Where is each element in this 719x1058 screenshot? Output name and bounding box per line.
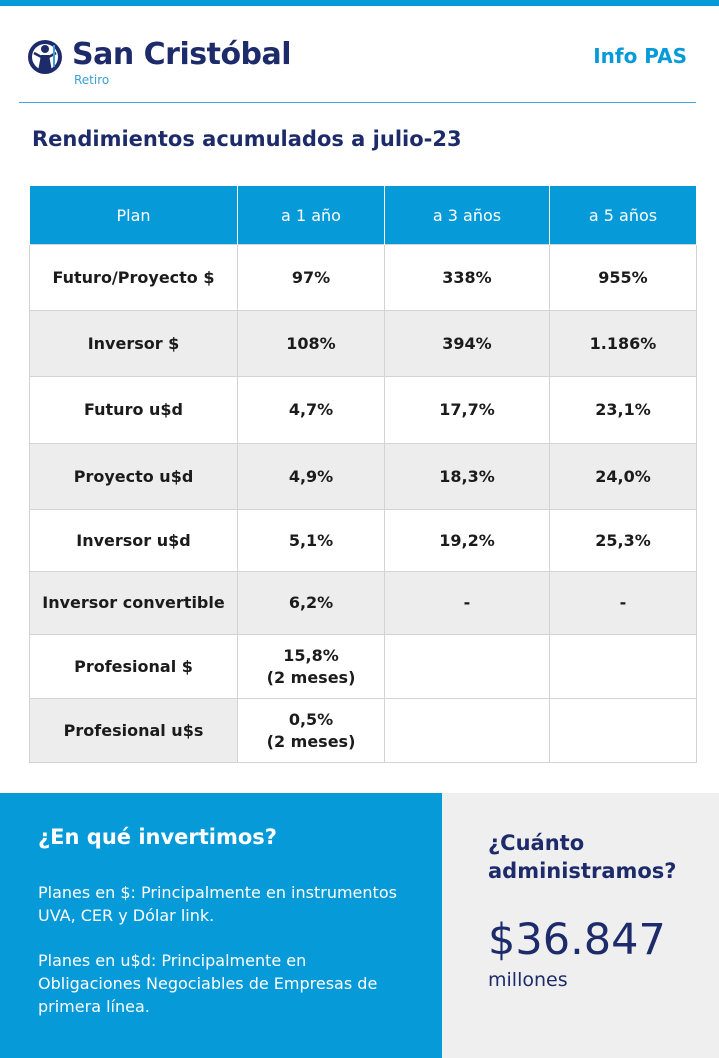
return-1y-cell: 4,7% (238, 377, 385, 444)
return-5y-cell (550, 699, 697, 763)
table-row (30, 510, 697, 572)
return-1y-note: (2 meses) (266, 731, 356, 751)
return-1y-note: (2 meses) (266, 667, 356, 687)
return-3y-cell: 17,7% (385, 377, 550, 444)
column-header-1-year: a 1 año (238, 186, 385, 245)
table-row (30, 245, 697, 311)
column-header-3-years: a 3 años (385, 186, 550, 245)
return-5y-cell: - (550, 572, 697, 635)
assets-managed-amount: $36.847 (488, 915, 666, 965)
return-3y-cell: 394% (385, 311, 550, 377)
brand-subtitle: Retiro (74, 73, 110, 87)
plan-cell: Inversor convertible (30, 572, 238, 635)
info-pas-label: Info PAS (593, 44, 687, 68)
brand-logo[interactable] (26, 37, 292, 89)
assets-managed-title: ¿Cuánto administramos? (488, 831, 677, 883)
return-1y-cell (238, 635, 385, 699)
investment-usd-plans-text: Planes en u$d: Principalmente en Obligaciones Negociables de Empresas de primera línea. (38, 951, 378, 1016)
return-1y-value: 0,5% (288, 709, 334, 729)
plan-cell: Futuro/Proyecto $ (30, 245, 238, 311)
plan-cell: Inversor $ (30, 311, 238, 377)
return-5y-cell (550, 635, 697, 699)
return-1y-cell: 5,1% (238, 510, 385, 572)
saint-figure-logo-icon (26, 37, 64, 77)
page-title: Rendimientos acumulados a julio-23 (32, 127, 462, 151)
return-5y-cell: 25,3% (550, 510, 697, 572)
return-5y-cell: 1.186% (550, 311, 697, 377)
assets-managed-panel (442, 793, 719, 1058)
return-3y-cell (385, 635, 550, 699)
return-3y-cell (385, 699, 550, 763)
return-1y-cell: 6,2% (238, 572, 385, 635)
table-row (30, 572, 697, 635)
investment-peso-plans-text: Planes en $: Principalmente en instrumentos UVA, CER y Dólar link. (38, 883, 397, 925)
column-header-plan: Plan (30, 186, 238, 245)
returns-table (29, 186, 697, 763)
table-row (30, 699, 697, 763)
plan-cell: Futuro u$d (30, 377, 238, 444)
table-row (30, 311, 697, 377)
plan-cell: Proyecto u$d (30, 444, 238, 510)
plan-cell: Inversor u$d (30, 510, 238, 572)
column-header-5-years: a 5 años (550, 186, 697, 245)
return-1y-cell: 4,9% (238, 444, 385, 510)
header (0, 6, 719, 103)
table-row (30, 635, 697, 699)
return-3y-cell: 338% (385, 245, 550, 311)
return-3y-cell: 19,2% (385, 510, 550, 572)
return-1y-cell: 97% (238, 245, 385, 311)
return-3y-cell: 18,3% (385, 444, 550, 510)
brand-name: San Cristóbal (72, 37, 292, 72)
investment-title: ¿En qué invertimos? (38, 825, 277, 849)
return-1y-cell (238, 699, 385, 763)
table-header-row (30, 186, 697, 245)
return-3y-cell: - (385, 572, 550, 635)
return-1y-cell: 108% (238, 311, 385, 377)
plan-cell: Profesional $ (30, 635, 238, 699)
table-row (30, 377, 697, 444)
plan-cell: Profesional u$s (30, 699, 238, 763)
investment-info-panel (0, 793, 442, 1058)
header-divider (19, 102, 696, 103)
return-5y-cell: 24,0% (550, 444, 697, 510)
return-5y-cell: 23,1% (550, 377, 697, 444)
return-1y-value: 15,8% (283, 645, 339, 665)
return-5y-cell: 955% (550, 245, 697, 311)
table-row (30, 444, 697, 510)
assets-managed-unit: millones (488, 969, 568, 991)
